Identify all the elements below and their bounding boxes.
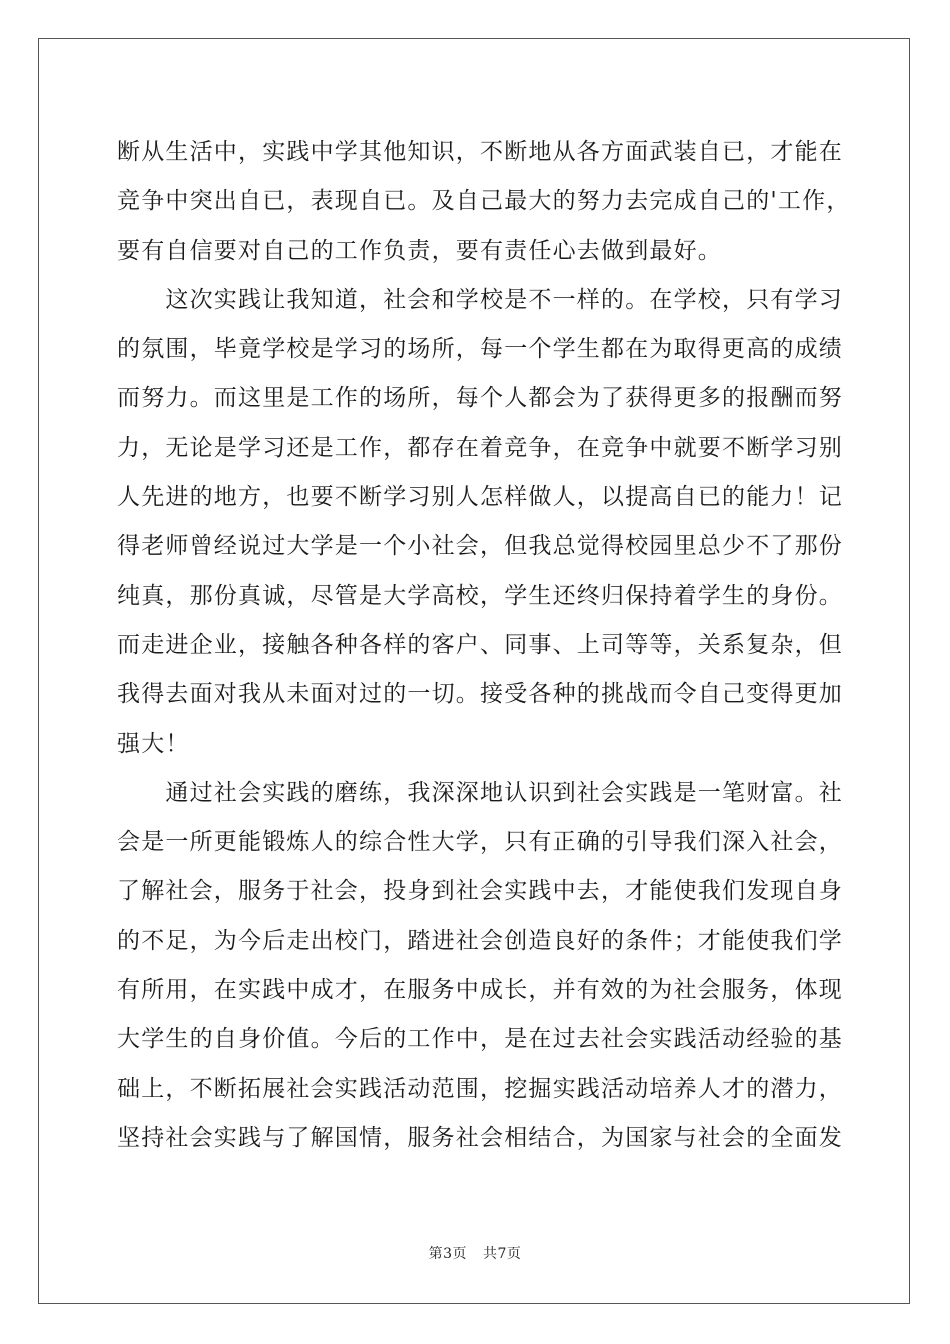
text-line: 有所用，在实践中成才，在服务中成长，并有效的为社会服务，体现 (117, 977, 843, 1004)
text-line: 了解社会，服务于社会，投身到社会实践中去，才能使我们发现自身 (117, 878, 843, 905)
text-line: 我得去面对我从未面对过的一切。接受各种的挑战而令自己变得更加 (117, 681, 843, 708)
text-line: 人先进的地方，也要不断学习别人怎样做人，以提高自已的能力！记 (117, 484, 843, 511)
text-line: 强大！ (117, 730, 190, 757)
text-line: 的氛围，毕竟学校是学习的场所，每一个学生都在为取得更高的成绩 (117, 336, 843, 363)
text-line: 会是一所更能锻炼人的综合性大学，只有正确的引导我们深入社会， (117, 829, 843, 856)
page-footer (0, 1243, 950, 1263)
text-line: 通过社会实践的磨练，我深深地认识到社会实践是一笔财富。社 (117, 779, 843, 806)
text-line: 竞争中突出自已，表现自已。及自己最大的努力去完成自己的'工作， (117, 188, 851, 215)
text-line: 础上，不断拓展社会实践活动范围，挖掘实践活动培养人才的潜力， (117, 1075, 843, 1102)
text-line: 而走进企业，接触各种各样的客户、同事、上司等等，关系复杂，但 (117, 631, 843, 658)
text-line: 力，无论是学习还是工作，都存在着竞争，在竞争中就要不断学习别 (117, 434, 843, 461)
page-number: 第3页 (428, 1246, 467, 1262)
text-line: 的不足，为今后走出校门，踏进社会创造良好的条件；才能使我们学 (117, 927, 843, 954)
page-total: 共7页 (483, 1246, 522, 1262)
text-line: 要有自信要对自己的工作负责，要有责任心去做到最好。 (117, 237, 722, 264)
document-body (117, 128, 851, 1163)
text-line: 而努力。而这里是工作的场所，每个人都会为了获得更多的报酬而努 (117, 385, 843, 412)
text-line: 大学生的自身价值。今后的工作中，是在过去社会实践活动经验的基 (117, 1026, 843, 1053)
text-line: 纯真，那份真诚，尽管是大学高校，学生还终归保持着学生的身份。 (117, 582, 843, 609)
text-line: 坚持社会实践与了解国情，服务社会相结合，为国家与社会的全面发 (117, 1124, 843, 1151)
text-line: 这次实践让我知道，社会和学校是不一样的。在学校，只有学习 (117, 286, 843, 313)
text-line: 得老师曾经说过大学是一个小社会，但我总觉得校园里总少不了那份 (117, 533, 843, 560)
text-line: 断从生活中，实践中学其他知识，不断地从各方面武装自已，才能在 (117, 139, 843, 165)
